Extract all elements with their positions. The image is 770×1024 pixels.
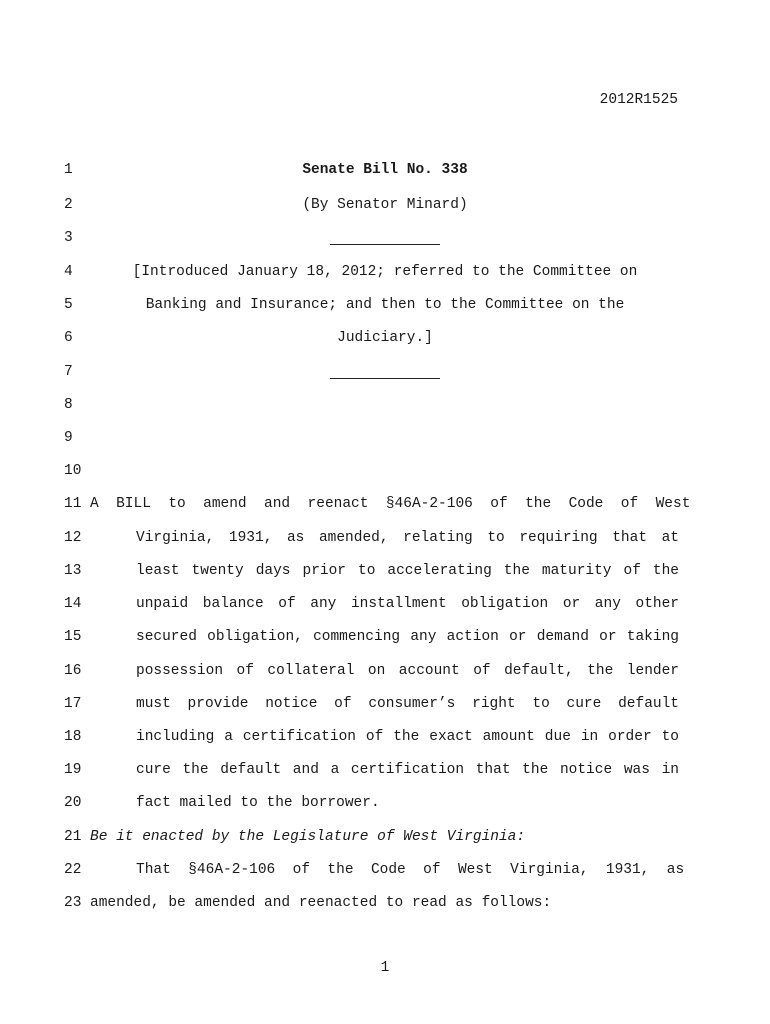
divider-rule: [330, 244, 440, 245]
section-intro: That §46A-2-106 of the Code of West Virginia, 1931, as: [136, 862, 685, 878]
bill-text-line: unpaid balance of any installment obligation or any other: [136, 596, 679, 612]
line-number: 8: [64, 397, 73, 413]
bill-sponsor: (By Senator Minard): [302, 197, 468, 213]
line-number: 19: [64, 762, 82, 778]
line-number: 6: [64, 330, 73, 346]
bill-text-line: secured obligation, commencing any action or demand or taking: [136, 629, 679, 645]
bill-text-line: fact mailed to the borrower.: [136, 795, 380, 811]
bill-title: Senate Bill No. 338: [302, 162, 468, 178]
line-number: 15: [64, 629, 82, 645]
line-number: 10: [64, 463, 82, 479]
bill-text-line: must provide notice of consumer’s right to cure default: [136, 696, 679, 712]
bill-text-line: including a certification of the exact amount due in order to: [136, 729, 679, 745]
bill-text-line: Virginia, 1931, as amended, relating to requiring that at: [136, 530, 679, 546]
line-number: 2: [64, 197, 73, 213]
line-number: 22: [64, 862, 82, 878]
section-intro-continued: amended, be amended and reenacted to read as follows:: [90, 895, 552, 911]
bill-text-line: least twenty days prior to accelerating the maturity of the: [136, 563, 679, 579]
line-number: 9: [64, 430, 73, 446]
bill-text-line: cure the default and a certification that the notice was in: [136, 762, 679, 778]
line-number: 20: [64, 795, 82, 811]
document-id: 2012R1525: [599, 92, 678, 108]
line-number: 7: [64, 364, 73, 380]
line-number: 12: [64, 530, 82, 546]
bill-text-first-line: A BILL to amend and reenact §46A-2-106 of the Code of West: [90, 496, 691, 512]
line-number: 3: [64, 230, 73, 246]
line-number: 5: [64, 297, 73, 313]
line-number: 17: [64, 696, 82, 712]
line-number: 11: [64, 496, 82, 512]
line-number: 14: [64, 596, 82, 612]
line-number: 4: [64, 264, 73, 280]
introduced-line: Banking and Insurance; and then to the Committee on the: [145, 297, 625, 313]
enacting-clause: Be it enacted by the Legislature of West Virginia:: [90, 829, 526, 845]
page-number: 1: [380, 960, 390, 976]
introduced-line: Judiciary.]: [337, 330, 433, 346]
line-number: 21: [64, 829, 82, 845]
line-number: 13: [64, 563, 82, 579]
bill-text-line: possession of collateral on account of default, the lender: [136, 663, 679, 679]
introduced-line: [Introduced January 18, 2012; referred to the Committee on: [132, 264, 638, 280]
divider-rule: [330, 378, 440, 379]
line-number: 1: [64, 162, 73, 178]
line-number: 16: [64, 663, 82, 679]
line-number: 18: [64, 729, 82, 745]
line-number: 23: [64, 895, 82, 911]
